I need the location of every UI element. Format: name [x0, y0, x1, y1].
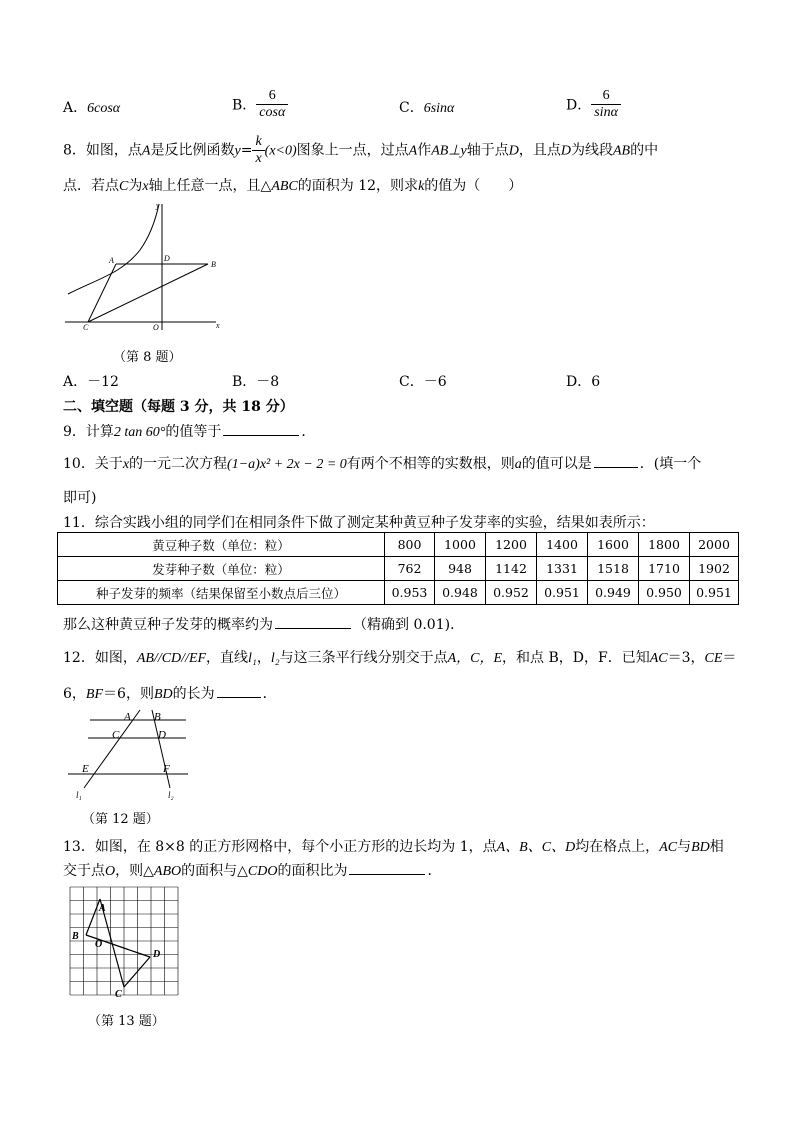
q13-label-b: B	[72, 931, 79, 942]
q8-hyperbola	[68, 204, 159, 294]
table-cell: 1142	[486, 557, 537, 581]
table-cell: 黄豆种子数（单位：粒）	[58, 533, 385, 557]
table-cell: 762	[385, 557, 435, 581]
q8-line2: 点．若点C为x轴上任意一点，且△ABC的面积为 12，则求k的值为（ ）	[63, 178, 523, 194]
q12-line1: 12．如图，AB//CD//EF，直线l₁，l₂与这三条平行线分别交于点A，C，E，和点 B，D，F．已知AC＝3，CE＝	[63, 650, 737, 666]
q12-figure	[62, 706, 210, 802]
q13-line2: 交于点O，则△ABO的面积与△CDO的面积比为 ．	[63, 863, 442, 879]
q13-label-o: O	[95, 939, 103, 950]
table-cell: 800	[385, 533, 435, 557]
q12-label-a: A	[124, 711, 131, 723]
table-cell: 种子发芽的频率（结果保留至小数点后三位）	[58, 581, 385, 605]
q12-answer-blank[interactable]	[217, 696, 261, 698]
table-cell: 2000	[690, 533, 739, 557]
q8-option-a: A．－12	[63, 374, 119, 390]
table-cell: 0.948	[435, 581, 486, 605]
table-cell: 948	[435, 557, 486, 581]
q8-caption: （第 8 题）	[113, 350, 182, 365]
q12-label-l2: l₂	[168, 790, 174, 800]
q8-option-b: B．－8	[232, 374, 280, 390]
q13-caption: （第 13 题）	[88, 1014, 165, 1029]
q12-caption: （第 12 题）	[82, 812, 159, 827]
q13-segment-cd	[124, 957, 150, 987]
table-cell: 1800	[639, 533, 690, 557]
table-cell: 0.952	[486, 581, 537, 605]
table-cell: 1710	[639, 557, 690, 581]
q13-grid	[70, 887, 178, 995]
q10-line1: 10．关于x的一元二次方程(1−a)x² + 2x − 2 = 0有两个不相等的实数根，则a的值可以是 ．(填一个	[63, 456, 702, 472]
q12-label-l1: l₁	[76, 790, 82, 800]
q11-answer-blank[interactable]	[275, 627, 351, 629]
q7-option-d: D． $\frac{6}{\sin\alpha}$	[566, 88, 621, 121]
q13-segment-ab	[86, 899, 100, 935]
q13-label-c: C	[115, 989, 122, 1000]
q8-label-c: C	[83, 323, 89, 332]
q13-answer-blank[interactable]	[349, 873, 425, 875]
fraction-k-over-x: $\frac{k}{x}$	[252, 134, 264, 167]
q8-label-b: B	[211, 260, 216, 269]
fraction-6-over-sin: $\frac{6}{\sin\alpha}$	[591, 88, 621, 121]
q13-figure	[68, 885, 184, 1003]
table-cell: 发芽种子数（单位：粒）	[58, 557, 385, 581]
q8-label-x: x	[216, 321, 220, 330]
q12-label-d: D	[158, 729, 166, 741]
table-cell: 0.951	[690, 581, 739, 605]
table-row	[58, 557, 739, 581]
q12-line2: 6，BF＝6，则BD的长为 ．	[63, 686, 277, 702]
q12-label-f: F	[163, 763, 170, 775]
table-row	[58, 533, 739, 557]
q7-option-c: C．6sinα	[399, 100, 455, 116]
q8-label-y: y	[156, 201, 160, 210]
q13-label-a: A	[99, 903, 106, 914]
table-cell: 1331	[537, 557, 588, 581]
q12-label-b: B	[154, 711, 161, 723]
table-cell: 1200	[486, 533, 537, 557]
q11-table	[57, 532, 739, 605]
q8-line1: 8．如图，点A是反比例函数y= $\frac{k}{x}$ (x<0)图象上一点，过点A作AB⊥y轴于点D，且点D为线段AB的中	[63, 134, 659, 167]
section-2-title: 二、填空题（每题 3 分，共 18 分）	[63, 399, 294, 415]
table-cell: 1600	[588, 533, 639, 557]
table-cell: 1000	[435, 533, 486, 557]
q8-segment-ac	[88, 264, 116, 322]
q7-option-a: A．6cosα	[63, 100, 121, 116]
q8-label-d: D	[164, 254, 170, 263]
q8-figure	[60, 198, 230, 338]
q12-label-e: E	[82, 763, 89, 775]
table-cell: 0.950	[639, 581, 690, 605]
table-cell: 0.949	[588, 581, 639, 605]
q8-segment-bc	[88, 264, 208, 322]
q11-text: 11．综合实践小组的同学们在相同条件下做了测定某种黄豆种子发芽率的实验，结果如表所示：	[63, 515, 655, 531]
q8-option-c: C．－6	[399, 374, 447, 390]
q12-line-l1	[84, 710, 140, 788]
q11-after-line: 那么这种黄豆种子发芽的概率约为 （精确到 0.01)．	[63, 617, 465, 633]
q8-label-o: O	[153, 323, 159, 332]
table-cell: 1518	[588, 557, 639, 581]
q8-label-a: A	[109, 256, 114, 265]
table-row	[58, 581, 739, 605]
q9-line: 9．计算2 tan 60°的值等于 ．	[63, 424, 316, 440]
q12-label-c: C	[112, 729, 120, 741]
table-cell: 0.951	[537, 581, 588, 605]
q7-option-b: B． $\frac{6}{\cos\alpha}$	[232, 88, 288, 121]
table-cell: 1902	[690, 557, 739, 581]
q10-answer-blank[interactable]	[594, 466, 638, 468]
fraction-6-over-cos: $\frac{6}{\cos\alpha}$	[256, 88, 288, 121]
q13-label-d: D	[153, 949, 161, 960]
q13-line1: 13．如图，在 8×8 的正方形网格中，每个小正方形的边长均为 1，点A、B、C、D均在格点上，AC与BD相	[63, 839, 724, 855]
table-cell: 0.953	[385, 581, 435, 605]
table-cell: 1400	[537, 533, 588, 557]
q9-answer-blank[interactable]	[223, 434, 299, 436]
q10-line2: 即可)	[63, 490, 97, 506]
q8-option-d: D．6	[566, 374, 601, 390]
